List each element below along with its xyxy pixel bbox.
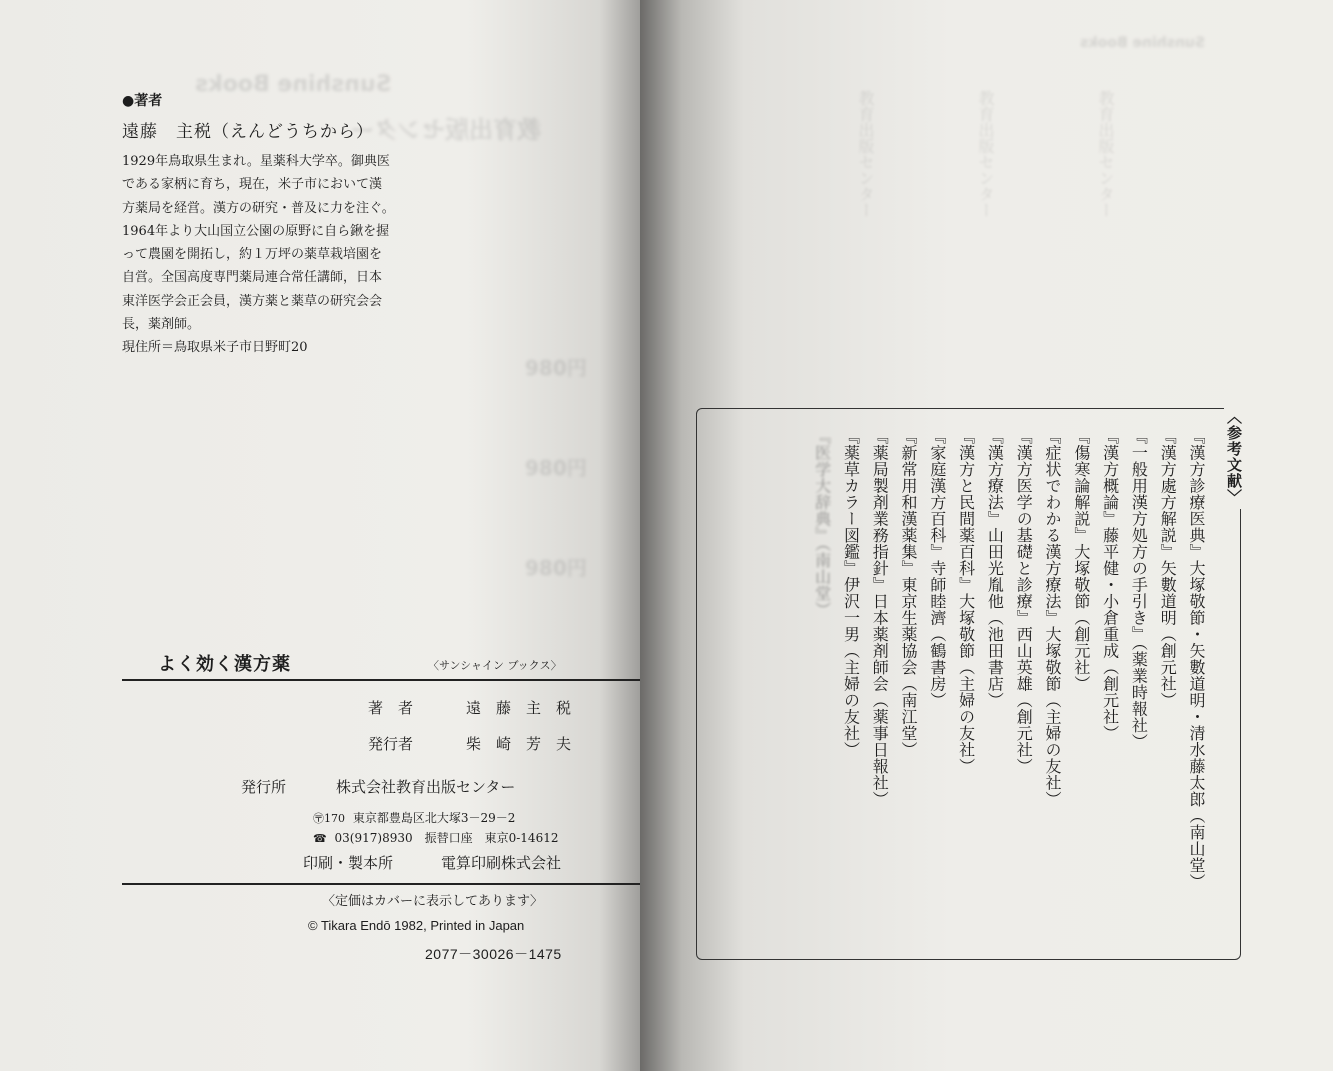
reference-item: 『漢方と民間薬百科』大塚敬節（主婦の友社）	[956, 428, 976, 775]
bio-line: 長，薬剤師。	[122, 317, 201, 333]
phone-text: 03(917)8930 振替口座 東京0-14612	[334, 831, 559, 845]
bleed-through-text: 教育出版センター	[856, 90, 875, 218]
author-name: 遠藤 主税（えんどうちから）	[122, 122, 374, 142]
printer-label: 印刷・製本所	[303, 854, 394, 872]
phone-line	[313, 829, 558, 846]
postal-mark-icon: 〶170	[313, 812, 345, 825]
bio-line: 1929年鳥取県生まれ。星薬科大学卒。御典医	[122, 154, 390, 169]
price-note: 〈定価はカバーに表示してあります〉	[322, 894, 544, 909]
author-bio	[122, 150, 467, 360]
reference-item: 『薬局製剤業務指針』日本薬剤師会（薬事日報社）	[870, 428, 890, 808]
author-value: 遠 藤 主 税	[466, 699, 572, 717]
publisher-value: 柴 崎 芳 夫	[466, 735, 572, 753]
bio-line: 1964年より大山国立公園の原野に自ら鍬を握	[122, 223, 390, 239]
book-code: 2077－30026－1475	[425, 946, 562, 962]
series-name: 〈サンシャイン ブックス〉	[428, 659, 562, 672]
bleed-through-publisher: 教育出版センター	[350, 116, 542, 144]
publishing-house-label: 発行所	[241, 778, 287, 796]
postal-address	[313, 809, 515, 826]
address-text: 東京都豊島区北大塚3－29－2	[352, 811, 516, 825]
reference-item: 『症状でわかる漢方療法』大塚敬節（主婦の友社）	[1043, 428, 1063, 808]
bio-line: 自営。全国高度専門薬局連合常任講師，日本	[122, 270, 383, 286]
reference-item: 『漢方處方解説』矢數道明（創元社）	[1158, 428, 1178, 709]
bio-line: 東洋医学会正会員，漢方薬と薬草の研究会会	[122, 293, 383, 309]
book-title: よく効く漢方薬	[158, 654, 291, 675]
copyright-line: © Tikara Endō 1982, Printed in Japan	[308, 918, 525, 933]
left-page	[0, 0, 666, 1071]
bleed-through-series: Sunshine Books	[1080, 35, 1206, 51]
bio-line: 方薬局を経営。漢方の研究・普及に力を注ぐ。	[122, 200, 395, 216]
bleed-through-price: 980円	[525, 556, 587, 580]
divider-bottom	[122, 883, 640, 885]
reference-item: 『医学大辞典』（南山堂）	[812, 428, 832, 618]
bleed-through-price: 980円	[525, 456, 587, 480]
reference-item: 『漢方診療医典』大塚敬節・矢數道明・清水藤太郎（南山堂）	[1187, 428, 1206, 890]
bio-line: って農園を開拓し，約１万坪の薬草栽培園を	[122, 247, 383, 263]
bleed-through-price: 980円	[525, 356, 587, 380]
reference-item: 『薬草カラー図鑑』伊沢一男（主婦の友社）	[841, 428, 861, 758]
reference-item: 『漢方医学の基礎と診療』西山英雄（創元社）	[1014, 428, 1034, 775]
reference-item: 『傷寒論解説』大塚敬節（創元社）	[1071, 428, 1091, 692]
author-heading: ●著者	[122, 93, 163, 109]
bio-line: 現住所＝鳥取県米子市日野町20	[122, 340, 308, 356]
reference-item: 『一般用漢方処方の手引き』（薬業時報社）	[1129, 428, 1149, 750]
bio-line: である家柄に育ち，現在，米子市において漢	[122, 177, 383, 193]
divider-top	[122, 679, 640, 681]
reference-item: 『新常用和漢薬集』東京生薬協会（南江堂）	[899, 428, 919, 758]
publishing-house-value: 株式会社教育出版センター	[336, 778, 516, 796]
author-label: 著 者	[368, 699, 414, 717]
references-heading: 〈参考文献〉	[1224, 405, 1245, 509]
reference-item: 『家庭漢方百科』寺師睦濟（鶴書房）	[927, 428, 947, 709]
bleed-through-text: 教育出版センター	[976, 90, 995, 218]
reference-item: 『漢方概論』藤平健・小倉重成（創元社）	[1100, 428, 1120, 742]
reference-item: 『漢方療法』山田光胤他（池田書店）	[985, 428, 1005, 709]
bleed-through-text: 教育出版センター	[1096, 90, 1115, 218]
telephone-icon: ☎	[313, 832, 327, 845]
bleed-through-series: Sunshine Books	[195, 72, 392, 97]
printer-value: 電算印刷株式会社	[441, 854, 562, 872]
references-list	[740, 428, 1210, 948]
publisher-label: 発行者	[368, 735, 414, 753]
